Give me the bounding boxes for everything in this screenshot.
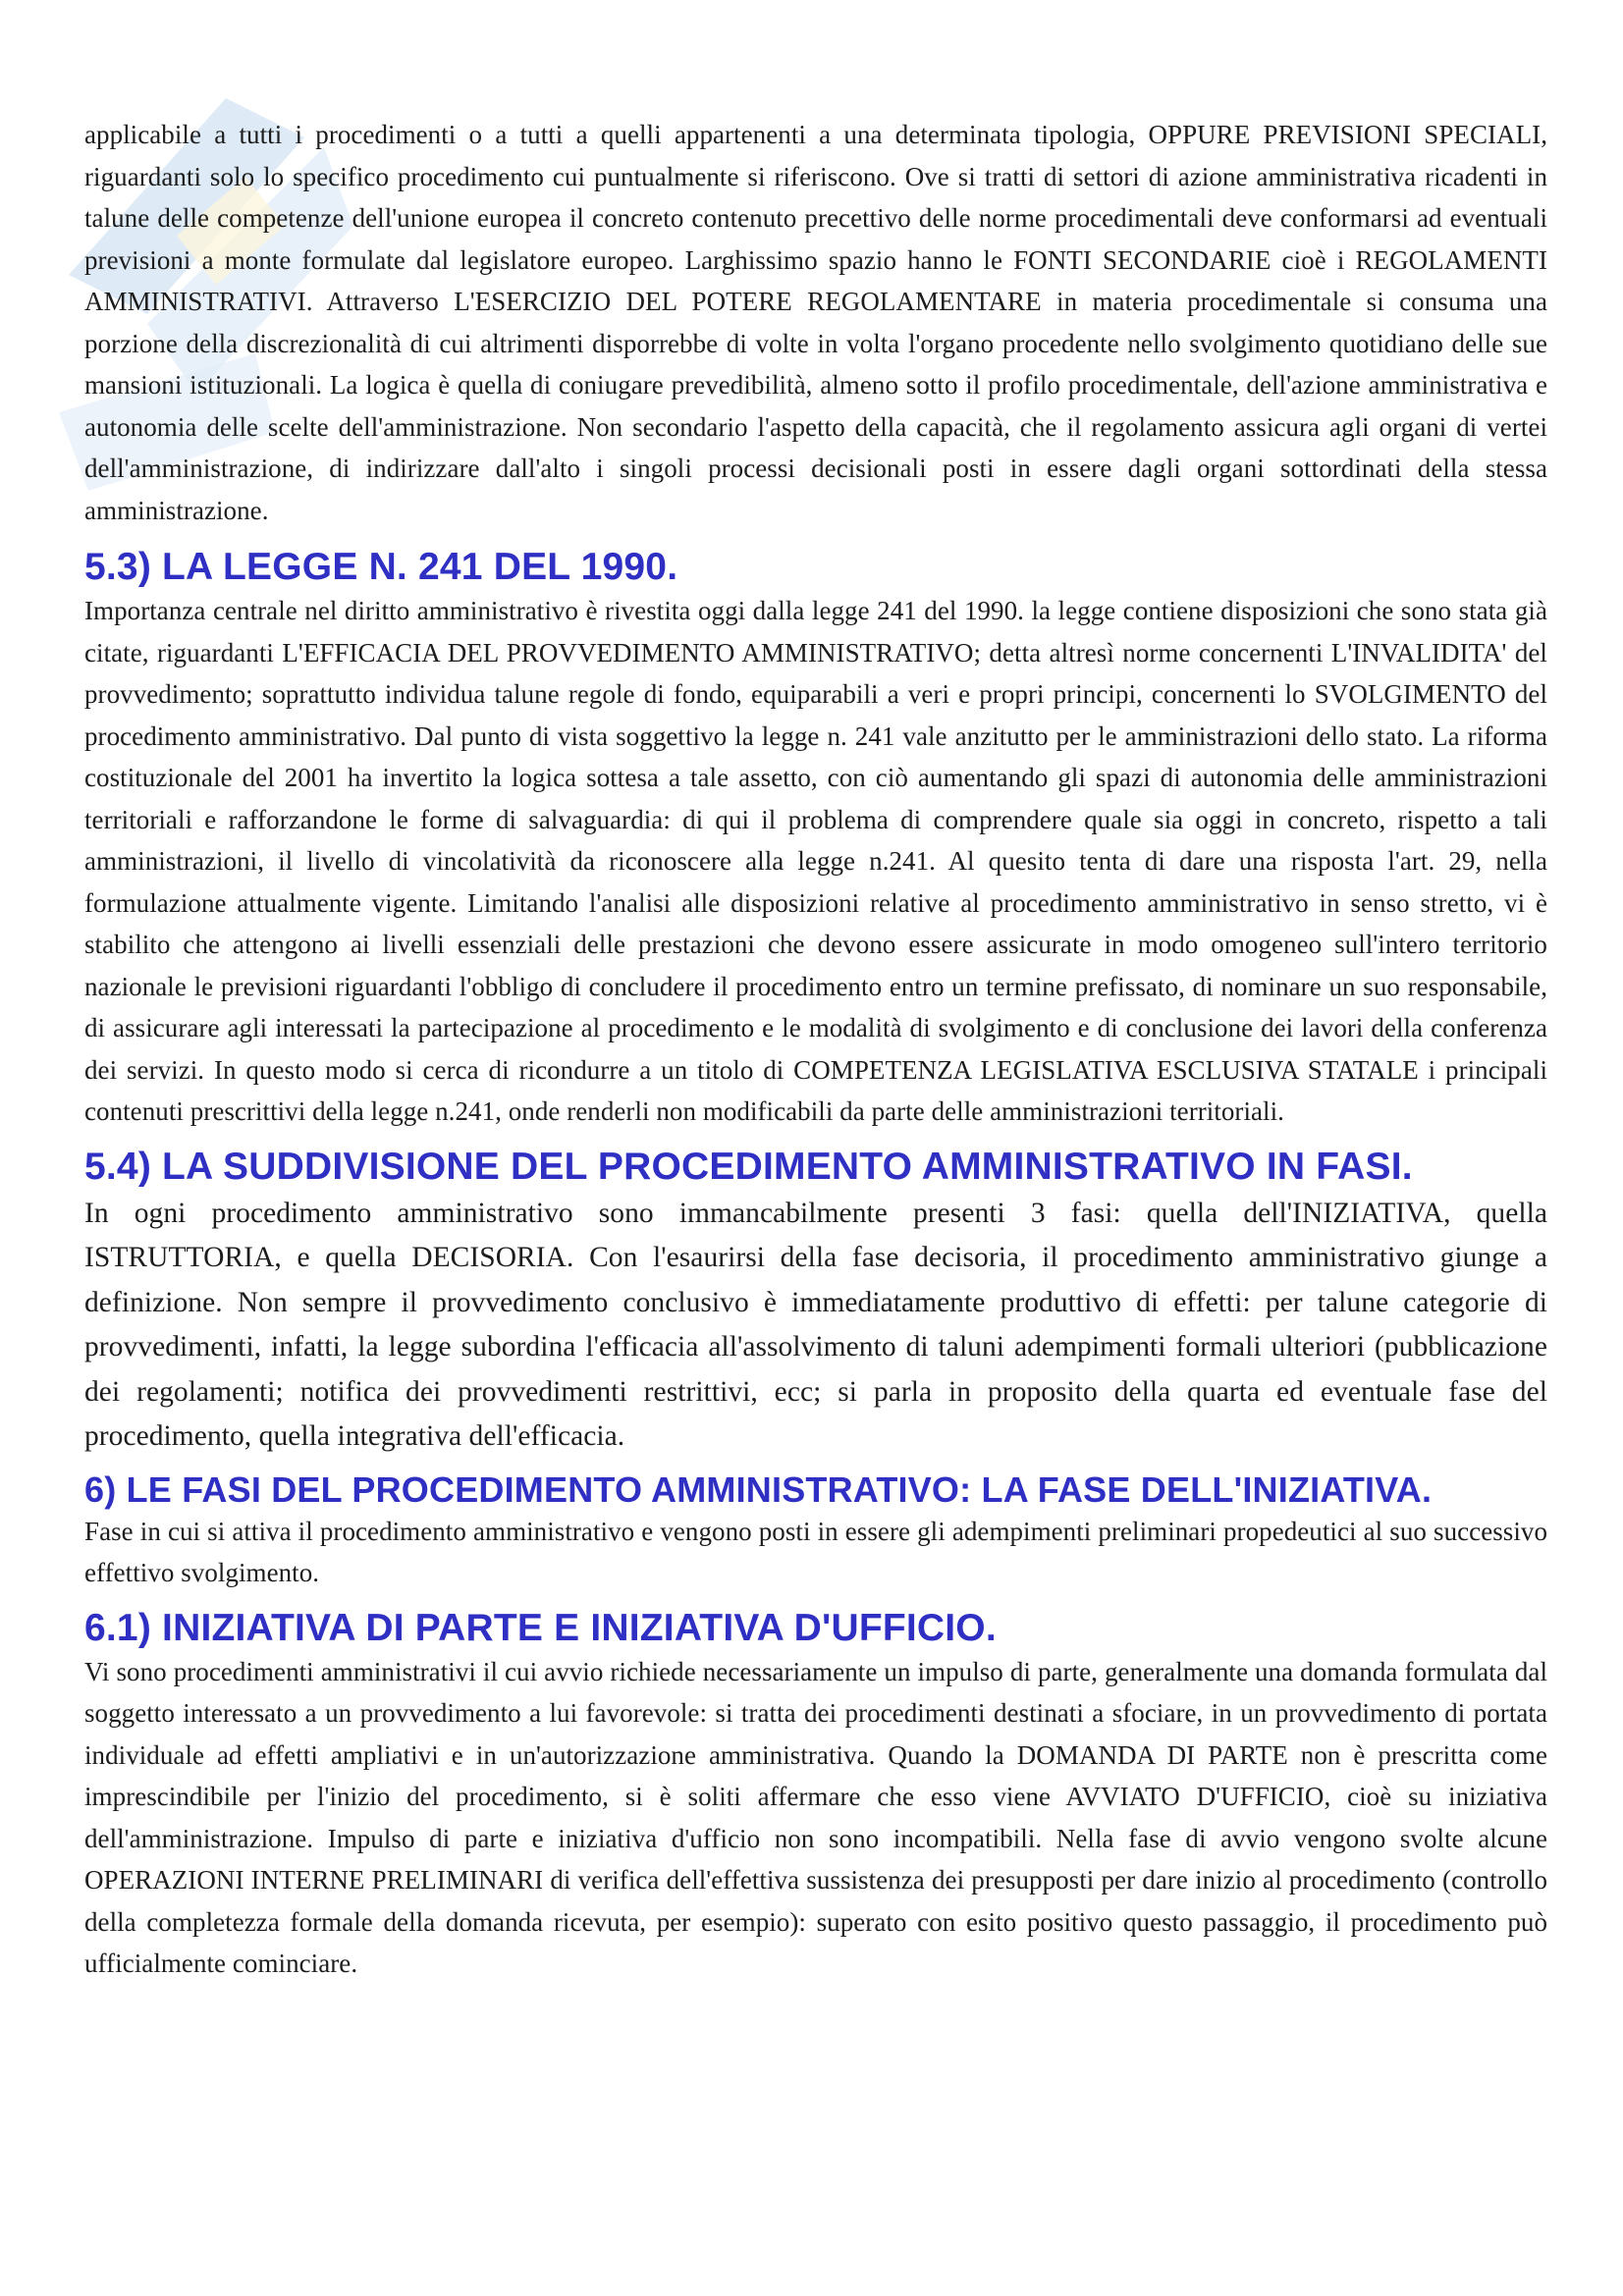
heading-legge-241: 5.3) LA LEGGE N. 241 DEL 1990. xyxy=(84,546,678,588)
paragraph-legge-241: Importanza centrale nel diritto amministrativo è rivestita oggi dalla legge 241 del 1990. la legge contiene disposizioni che sono stata già citate, riguardanti L'EFFICACIA DEL PROVVEDIMENTO AMMINISTRATIVO; detta altresì norme concernenti L'INVALIDITA' del provvedimento; soprattutto individua talune regole di fondo, equiparabili a veri e propri principi, concernenti lo SVOLGIMENTO del procedimento amministrativo. Dal punto di vista soggettivo la legge n. 241 vale anzitutto per le amministrazioni dello stato. La riforma costituzionale del 2001 ha invertito la logica sottesa a tale assetto, con ciò aumentando gli spazi di autonomia delle amministrazioni territoriali e rafforzandone le forme di salvaguardia: di qui il problema di comprendere quale sia oggi in concreto, rispetto a tali amministrazioni, il livello di vincolatività da riconoscere alla legge n.241. Al quesito tenta di dare una risposta l'art. 29, nella formulazione attualmente vigente. Limitando l'analisi alle disposizioni relative al procedimento amministrativo in senso stretto, vi è stabilito che attengono ai livelli essenziali delle prestazioni che devono essere assicurate in modo omogeneo sull'intero territorio nazionale le previsioni riguardanti l'obbligo di concludere il procedimento entro un termine prefissato, di nominare un suo responsabile, di assicurare agli interessati la partecipazione al procedimento e le modalità di svolgimento e di conclusione dei lavori della conferenza dei servizi. In questo modo si cerca di ricondurre a un titolo di COMPETENZA LEGISLATIVA ESCLUSIVA STATALE i principali contenuti prescrittivi della legge n.241, onde renderli non modificabili da parte delle amministrazioni territoriali. xyxy=(84,596,1547,1126)
heading-iniziativa-parte-ufficio: 6.1) INIZIATIVA DI PARTE E INIZIATIVA D'UFFICIO. xyxy=(84,1606,997,1649)
paragraph-suddivisione-fasi: In ogni procedimento amministrativo sono immancabilmente presenti 3 fasi: quella dell'INIZIATIVA, quella ISTRUTTORIA, e quella DECISORIA. Con l'esaurirsi della fase decisoria, il procedimento amministrativo giunge a definizione. Non sempre il provvedimento conclusivo è immediatamente produttivo di effetti: per talune categorie di provvedimenti, infatti, la legge subordina l'efficacia all'assolvimento di taluni adempimenti formali ulteriori (pubblicazione dei regolamenti; notifica dei provvedimenti restrittivi, ecc; si parla in proposito della quarta ed eventuale fase del procedimento, quella integrativa dell'efficacia. xyxy=(84,1197,1547,1452)
paragraph-iniziativa-parte-ufficio: Vi sono procedimenti amministrativi il cui avvio richiede necessariamente un impulso di parte, generalmente una domanda formulata dal soggetto interessato a un provvedimento a lui favorevole: si tratta dei procedimenti destinati a sfociare, in un provvedimento di portata individuale ad effetti ampliativi e in un'autorizzazione amministrativa. Quando la DOMANDA DI PARTE non è prescritta come imprescindibile per l'inizio del procedimento, si è soliti affermare che esso viene AVVIATO D'UFFICIO, cioè su iniziativa dell'amministrazione. Impulso di parte e iniziativa d'ufficio non sono incompatibili. Nella fase di avvio vengono svolte alcune OPERAZIONI INTERNE PRELIMINARI di verifica dell'effettiva sussistenza dei presupposti per dare inizio al procedimento (controllo della completezza formale della domanda ricevuta, per esempio): superato con esito positivo questo passaggio, il procedimento può ufficialmente cominciare. xyxy=(84,1656,1547,1978)
paragraph-fase-iniziativa: Fase in cui si attiva il procedimento amministrativo e vengono posti in essere gli adempimenti preliminari propedeutici al suo successivo effettivo svolgimento. xyxy=(84,1516,1547,1587)
heading-suddivisione-fasi: 5.4) LA SUDDIVISIONE DEL PROCEDIMENTO AMMINISTRATIVO IN FASI. xyxy=(84,1145,1413,1188)
heading-fase-iniziativa: 6) LE FASI DEL PROCEDIMENTO AMMINISTRATIVO: LA FASE DELL'INIZIATIVA. xyxy=(84,1468,1433,1510)
document-page xyxy=(84,114,1547,1985)
paragraph-previsioni-speciali: applicabile a tutti i procedimenti o a tutti a quelli appartenenti a una determinata tipologia, OPPURE PREVISIONI SPECIALI, riguardanti solo lo specifico procedimento cui puntualmente si riferiscono. Ove si tratti di settori di azione amministrativa ricadenti in talune delle competenze dell'unione europea il concreto contenuto precettivo delle norme procedimentali deve conformarsi ad eventuali previsioni a monte formulate dal legislatore europeo. Larghissimo spazio hanno le FONTI SECONDARIE cioè i REGOLAMENTI AMMINISTRATIVI. Attraverso L'ESERCIZIO DEL POTERE REGOLAMENTARE in materia procedimentale si consuma una porzione della discrezionalità di cui altrimenti disporrebbe di volte in volta l'organo procedente nello svolgimento quotidiano delle sue mansioni istituzionali. La logica è quella di coniugare prevedibilità, almeno sotto il profilo procedimentale, dell'azione amministrativa e autonomia delle scelte dell'amministrazione. Non secondario l'aspetto della capacità, che il regolamento assicura agli organi di vertei dell'amministrazione, di indirizzare dall'alto i singoli processi decisionali posti in essere dagli organi sottordinati della stessa amministrazione. xyxy=(84,120,1547,525)
